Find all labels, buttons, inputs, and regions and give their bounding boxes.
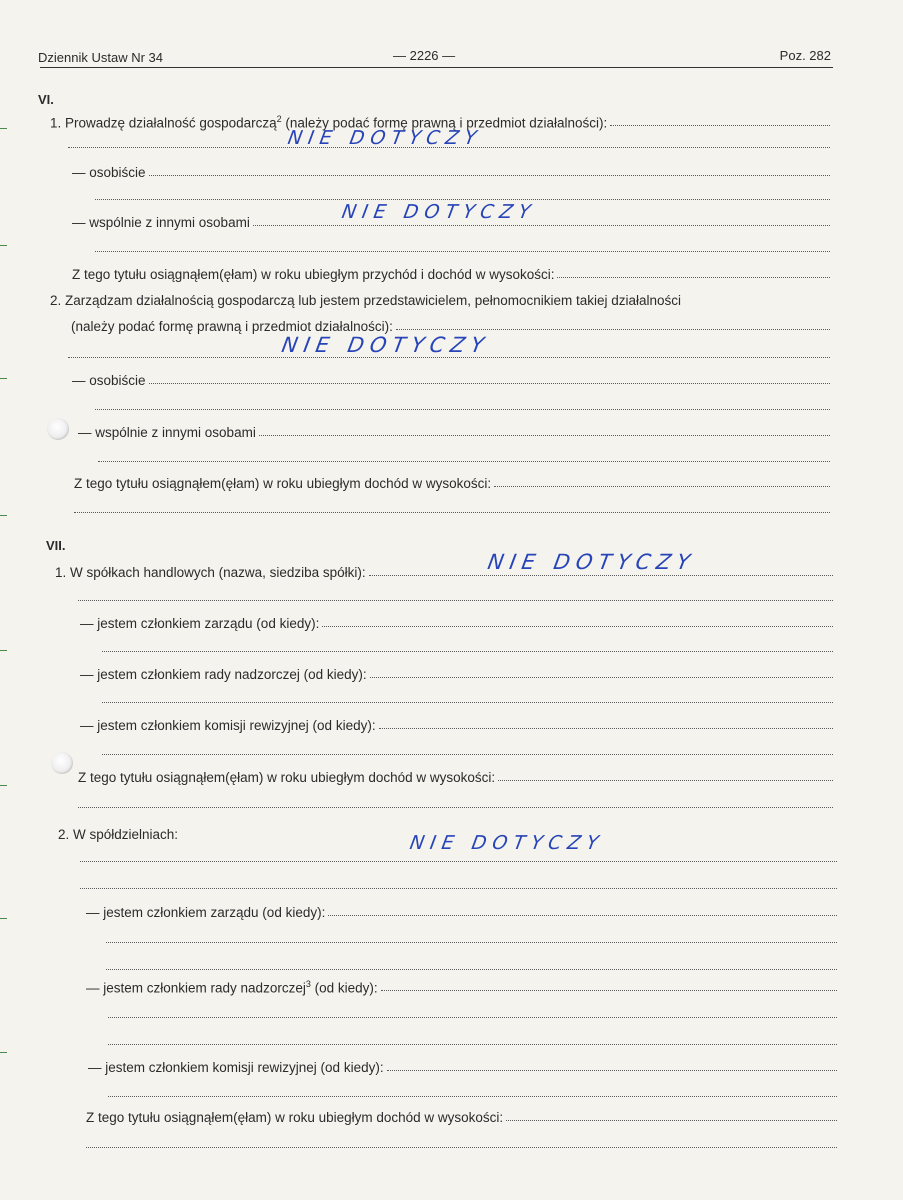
- punch-hole: [47, 418, 69, 440]
- vi-item2-line1: 2. Zarządzam działalnością gospodarczą lub jestem przedstawicielem, pełnomocnikiem takiej działalności: [50, 293, 682, 308]
- vii-income2-answer-line[interactable]: [86, 1132, 837, 1152]
- vii-item2-heading: 2. W spółdzielniach:: [58, 827, 179, 842]
- handwritten-answer: NIE DOTYCZY: [485, 550, 698, 574]
- vii-board-answer-line[interactable]: [102, 636, 833, 656]
- margin-tick: [0, 378, 7, 379]
- vii-income-line[interactable]: Z tego tytułu osiągnąłem(ęłam) w roku ubiegłym dochód w wysokości:: [78, 765, 833, 785]
- page-number: — 2226 —: [393, 48, 456, 63]
- page-header: [38, 48, 831, 68]
- vii-income2-line[interactable]: Z tego tytułu osiągnąłem(ęłam) w roku ubiegłym dochód w wysokości:: [86, 1105, 837, 1125]
- vi-personally2-answer-line[interactable]: [95, 394, 830, 414]
- handwritten-answer: NIE DOTYCZY: [286, 127, 485, 149]
- position-number: Poz. 282: [779, 48, 831, 63]
- vi-income2-line[interactable]: Z tego tytułu osiągnąłem(ęłam) w roku ubiegłym dochód w wysokości:: [74, 471, 830, 491]
- vii-item2-answer-line[interactable]: [80, 846, 837, 866]
- margin-tick: [0, 245, 7, 246]
- vii-supervisory2-answer-line[interactable]: [108, 1029, 837, 1049]
- vii-supervisory-answer-line[interactable]: [102, 687, 833, 707]
- vi-income-line[interactable]: Z tego tytułu osiągnąłem(ęłam) w roku ubiegłym przychód i dochód w wysokości:: [72, 262, 830, 282]
- vi-item1-label: 1. Prowadzę działalność gospodarczą$^2$ (należy podać formę prawną i przedmiot działalności):: [50, 113, 608, 130]
- journal-title: Dziennik Ustaw Nr 34: [38, 50, 163, 65]
- margin-tick: [0, 918, 7, 919]
- vi-jointly2-line[interactable]: — wspólnie z innymi osobami: [78, 420, 830, 440]
- vii-item1-answer-line[interactable]: [78, 585, 833, 605]
- handwritten-answer: NIE DOTYCZY: [340, 201, 539, 223]
- vii-board2-answer-line[interactable]: [106, 927, 837, 947]
- header-rule: [40, 67, 833, 68]
- section-vi-heading: VI.: [38, 92, 54, 107]
- vi-item2-answer-line[interactable]: [68, 342, 830, 362]
- vii-board-line[interactable]: — jestem członkiem zarządu (od kiedy):: [80, 611, 833, 631]
- vi-jointly-answer-line[interactable]: [95, 236, 830, 256]
- vii-supervisory2-line[interactable]: — jestem członkiem rady nadzorczej$^3$ (od kiedy):: [86, 975, 837, 995]
- vii-item1-line[interactable]: 1. W spółkach handlowych (nazwa, siedziba spółki):: [55, 560, 833, 580]
- vii-item2-answer-line[interactable]: [80, 873, 837, 893]
- vii-supervisory2-answer-line[interactable]: [108, 1002, 837, 1022]
- vi-personally2-line[interactable]: — osobiście: [72, 368, 830, 388]
- vi-income2-answer-line[interactable]: [74, 497, 830, 517]
- vii-audit-answer-line[interactable]: [102, 739, 833, 759]
- vi-jointly-line[interactable]: — wspólnie z innymi osobami: [72, 210, 830, 230]
- vii-board2-line[interactable]: — jestem członkiem zarządu (od kiedy):: [86, 900, 837, 920]
- punch-hole: [51, 752, 73, 774]
- vii-audit2-answer-line[interactable]: [108, 1081, 837, 1101]
- margin-tick: [0, 785, 7, 786]
- margin-tick: [0, 1052, 7, 1053]
- vi-personally-line[interactable]: — osobiście: [72, 160, 830, 180]
- section-vii-heading: VII.: [46, 538, 66, 553]
- margin-tick: [0, 515, 7, 516]
- margin-tick: [0, 650, 7, 651]
- vi-jointly2-answer-line[interactable]: [98, 446, 830, 466]
- vii-supervisory-line[interactable]: — jestem członkiem rady nadzorczej (od kiedy):: [80, 662, 833, 682]
- handwritten-answer: NIE DOTYCZY: [279, 333, 492, 357]
- vii-audit-line[interactable]: — jestem członkiem komisji rewizyjnej (od kiedy):: [80, 713, 833, 733]
- handwritten-answer: NIE DOTYCZY: [408, 832, 607, 854]
- vi-item2-line2[interactable]: (należy podać formę prawną i przedmiot działalności):: [71, 314, 830, 334]
- vii-board2-answer-line[interactable]: [106, 954, 837, 974]
- vii-income-answer-line[interactable]: [78, 792, 833, 812]
- margin-tick: [0, 128, 7, 129]
- vii-audit2-line[interactable]: — jestem członkiem komisji rewizyjnej (od kiedy):: [88, 1055, 837, 1075]
